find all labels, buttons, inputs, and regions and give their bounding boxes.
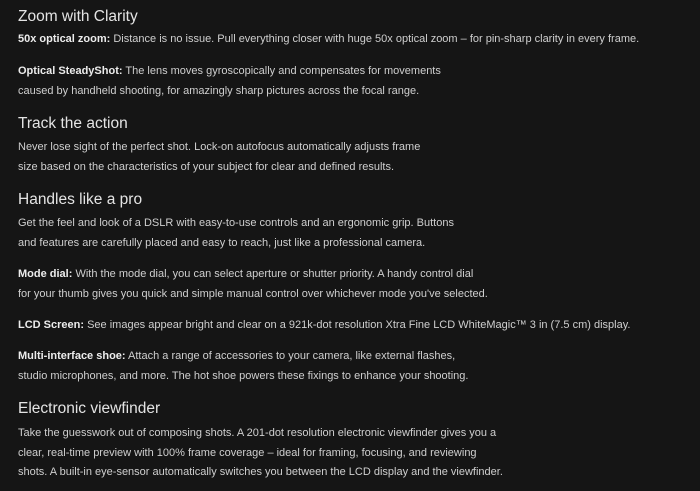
paragraph-line xyxy=(18,347,468,367)
paragraph-line: clear, real-time preview with 100% frame coverage – ideal for framing, focusing, and reviewing xyxy=(18,446,477,459)
paragraph-line: Get the feel and look of a DSLR with easy-to-use controls and an ergonomic grip. Buttons xyxy=(18,217,454,229)
paragraph-line xyxy=(18,265,488,285)
feature-label-mode-dial: Mode dial: xyxy=(18,268,73,280)
paragraph-lcd-screen xyxy=(18,316,630,336)
paragraph-line: caused by handheld shooting, for amazingly sharp pictures across the focal range. xyxy=(18,84,420,97)
feature-label-lcd-screen: LCD Screen: xyxy=(18,319,85,331)
paragraph-text: See images appear bright and clear on a 921k-dot resolution Xtra Fine LCD WhiteMagic™ 3 in (7.5 cm) display. xyxy=(87,319,631,331)
feature-label-multi-interface-shoe: Multi-interface shoe: xyxy=(18,350,126,362)
paragraph-line: Never lose sight of the perfect shot. Lock-on autofocus automatically adjusts frame xyxy=(18,141,421,153)
paragraph-line xyxy=(18,62,441,82)
paragraph-text: The lens moves gyroscopically and compensates for movements xyxy=(125,65,441,77)
paragraph-line: size based on the characteristics of your subject for clear and defined results. xyxy=(18,160,395,173)
section-heading-handles: Handles like a pro xyxy=(18,191,143,208)
paragraph-line: Take the guesswork out of composing shots. A 201-dot resolution electronic viewfinder gives you a xyxy=(18,427,497,439)
paragraph-line xyxy=(18,30,639,50)
paragraph-text: With the mode dial, you can select aperture or shutter priority. A handy control dial xyxy=(75,268,474,280)
paragraph-steadyshot xyxy=(18,62,441,101)
paragraph-text: Attach a range of accessories to your camera, like external flashes, xyxy=(128,350,456,362)
paragraph-text: Distance is no issue. Pull everything closer with huge 50x optical zoom – for pin-sharp clarity in every frame. xyxy=(113,33,640,45)
feature-label-steadyshot: Optical SteadyShot: xyxy=(18,65,123,77)
paragraph-line: studio microphones, and more. The hot shoe powers these fixings to enhance your shooting. xyxy=(18,369,469,382)
section-heading-viewfinder: Electronic viewfinder xyxy=(18,400,161,417)
paragraph-autofocus xyxy=(18,138,420,177)
paragraph-multi-interface-shoe xyxy=(18,347,468,386)
paragraph-line: and features are carefully placed and easy to reach, just like a professional camera. xyxy=(18,236,426,249)
paragraph-line xyxy=(18,316,630,336)
feature-label-optical-zoom: 50x optical zoom: xyxy=(18,33,111,45)
paragraph-dslr-feel xyxy=(18,214,454,253)
paragraph-line: shots. A built-in eye-sensor automatically switches you between the LCD display and the viewfinder. xyxy=(18,466,503,478)
section-heading-zoom: Zoom with Clarity xyxy=(18,8,138,25)
paragraph-mode-dial xyxy=(18,265,488,304)
section-heading-track: Track the action xyxy=(18,115,128,132)
paragraph-optical-zoom xyxy=(18,30,639,50)
paragraph-line: for your thumb gives you quick and simple manual control over whichever mode you've selected. xyxy=(18,287,488,300)
paragraph-viewfinder xyxy=(18,424,503,483)
